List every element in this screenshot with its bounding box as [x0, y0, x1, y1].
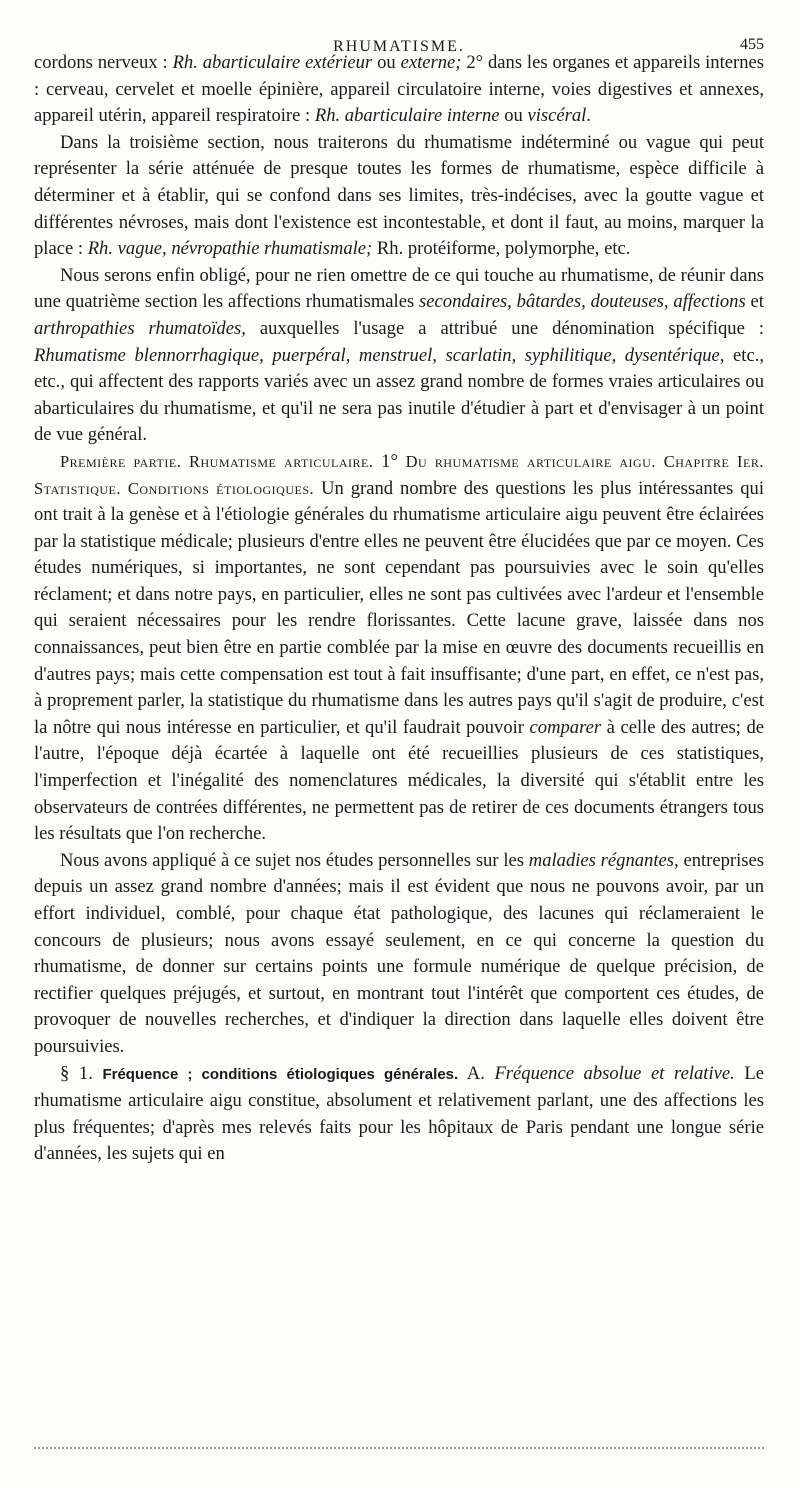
page-header	[34, 6, 764, 55]
paragraph-5: Nous avons appliqué à ce sujet nos études personnelles sur les maladies régnantes, entreprises depuis un assez grand nombre d'années; mais il est évident que nous ne pouvons avoir, par un effort individuel, comblé, pour chaque état pathologique, des lacunes qui réclameraient le concours de plusieurs; nous avons essayé seulement, en ce qui concerne la question du rhumatisme, de donner sur certains points une formule numérique de quelque précision, de rectifier quelques préjugés, et surtout, en montrant tout l'intérêt que comportent ces études, de provoquer de nouvelles recherches, et d'indiquer la direction dans laquelle elles doivent être poursuivies.	[34, 849, 764, 1057]
paragraph-3: Nous serons enfin obligé, pour ne rien omettre de ce qui touche au rhumatisme, de réunir dans une quatrième section les affections rhumatismales secondaires, bâtardes, douteuses, affections et arthropathies rhumatoïdes, auxquelles l'usage a attribué une dénomination spécifique : Rhumatisme blennorrhagique, puerpéral, menstruel, scarlatin, syphilitique, dysentérique, etc., etc., qui affectent des rapports variés avec un assez grand nombre de formes vraies articulaires ou abarticulaires du rhumatisme, et qu'il ne sera pas inutile d'étudier à part et d'envisager à un point de vue général.	[34, 264, 764, 446]
page-number: 455	[740, 36, 764, 53]
running-title: RHUMATISME.	[333, 38, 465, 55]
chapter-subject-heading: Du rhumatisme articulaire aigu.	[405, 451, 656, 471]
paragraph-6: § 1. Fréquence ; conditions étiologiques générales. A. Fréquence absolue et relative. Le rhumatisme articulaire aigu constitue, absolument et relativement parlant, une des affections les plus fréquentes; d'après mes relevés faits pour les hôpitaux de Paris pendant une longue série d'années, les sujets qui en	[34, 1062, 764, 1165]
paragraph-1: cordons nerveux : Rh. abarticulaire extérieur ou externe; 2° dans les organes et appareils internes : cerveau, cervelet et moelle épinière, appareil circulatoire interne, voies digestives et annexes, appareil utérin, appareil respiratoire : Rh. abarticulaire interne ou viscéral.	[34, 52, 764, 127]
part-heading: Première partie. Rhumatisme articulaire.	[60, 451, 374, 471]
chapter-heading: Chapitre Ier. Statistique. Conditions étiologiques.	[34, 451, 764, 498]
footer-dotted-rule	[34, 1447, 764, 1449]
paragraph-2: Dans la troisième section, nous traiterons du rhumatisme indéterminé ou vague qui peut représenter la série atténuée de presque toutes les formes de rhumatisme, espèce difficile à déterminer et à établir, qui se confond dans ses limites, très-indécises, avec la goutte vague et différentes névroses, mais dont l'existence est incontestable, et dont il faut, au moins, marquer la place : Rh. vague, névropathie rhumatismale; Rh. protéiforme, polymorphe, etc.	[34, 131, 764, 260]
section-mark: § 1.	[60, 1062, 103, 1084]
section-heading: Fréquence ; conditions étiologiques générales.	[102, 1065, 459, 1083]
paragraph-4-section-heading: Première partie. Rhumatisme articulaire. 1° Du rhumatisme articulaire aigu. Chapitre Ier. Statistique. Conditions étiologiques. Un grand nombre des questions les plus intéressantes qui ont trait à la genèse et à l'étiologie générales du rhumatisme articulaire aigu peuvent être éclairées par la statistique médicale; plusieurs d'entre elles ne peuvent être élucidées que par ce moyen. Ces études numériques, si importantes, ne sont cependant pas poursuivies avec le soin qu'elles réclament; et dans notre pays, en particulier, elles ne sont pas cultivées avec l'ardeur et l'ensemble qui seraient nécessaires pour les rendre florissantes. Cette lacune grave, laissée dans nos connaissances, peut bien être en partie comblée par la mise en œuvre des documents recueillis en d'autres pays; mais cette compensation est tout à fait insuffisante; d'une part, en effet, ce n'est pas, à proprement parler, la statistique du rhumatisme dans les autres pays qu'il s'agit de produire, c'est la nôtre qui nous intéresse en particulier, et qu'il faudrait pouvoir comparer à celle des autres; de l'autre, l'époque déjà écartée à laquelle ont été recueillies plusieurs de ces statistiques, l'imperfection et l'inégalité des nomenclatures médicales, la diversité qui s'établit entre les observateurs de contrées différentes, ne permettent pas de retirer de ces documents étrangers tous les résultats que l'on recherche.	[34, 450, 764, 845]
subsection-heading: Fréquence absolue et relative.	[494, 1062, 735, 1084]
body-text	[34, 50, 764, 1168]
